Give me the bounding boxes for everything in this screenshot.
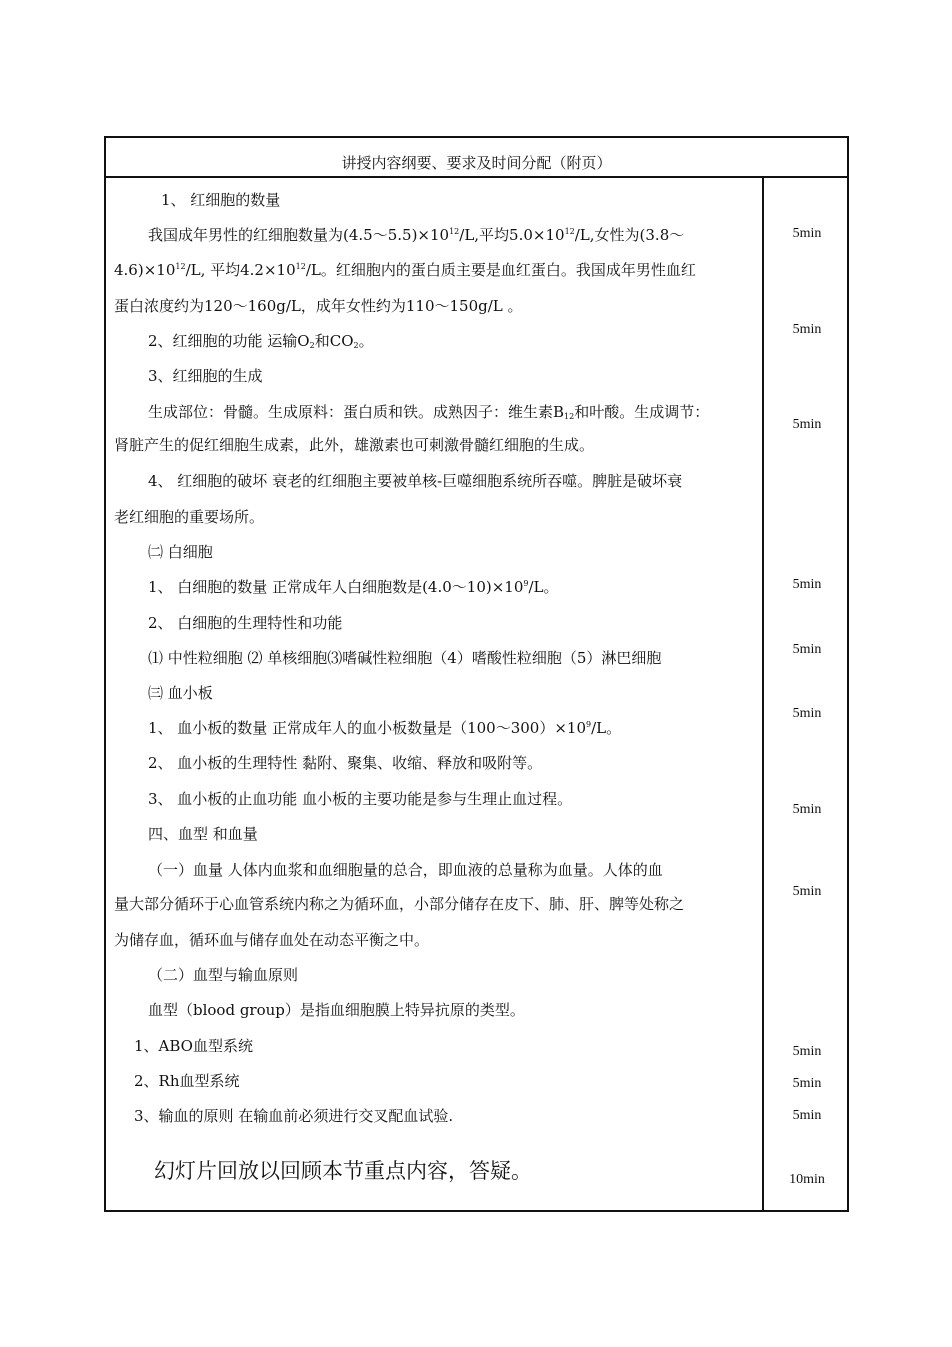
- time-allocation: 5min: [792, 642, 822, 657]
- content-line: 蛋白浓度约为120～160g/L，成年女性约为110～150g/L 。: [114, 297, 523, 315]
- content-line: 1、ABO血型系统: [134, 1037, 253, 1055]
- content-line: 2、红细胞的功能 运输$O_2$和$CO_2$。: [148, 332, 374, 350]
- content-line: （一）血量 人体内血浆和血细胞量的总合，即血液的总量称为血量。人体的血: [148, 861, 663, 879]
- content-line: 肾脏产生的促红细胞生成素，此外，雄激素也可刺激骨髓红细胞的生成。: [114, 436, 595, 454]
- content-line: 1、 红细胞的数量: [161, 191, 281, 209]
- lecture-outline-table: [104, 136, 849, 1212]
- time-allocation: 5min: [792, 577, 822, 592]
- time-allocation: 5min: [792, 706, 822, 721]
- content-line: 3、 血小板的止血功能 血小板的主要功能是参与生理止血过程。: [148, 790, 573, 808]
- content-line: 血型（blood group）是指血细胞膜上特异抗原的类型。: [148, 1001, 525, 1019]
- content-line: 1、 白细胞的数量 正常成年人白细胞数是$(4.0\sim 10)\times 10^9/L$。: [148, 578, 559, 596]
- content-line: 生成部位：骨髓。生成原料：蛋白质和铁。成熟因子：维生素$B_{12}$和叶酸。生成调节：: [148, 403, 710, 421]
- time-allocation: 5min: [792, 1108, 822, 1123]
- content-line: 2、 白细胞的生理特性和功能: [148, 614, 343, 632]
- content-line: 3、红细胞的生成: [148, 367, 263, 385]
- time-allocation: 10min: [789, 1172, 825, 1187]
- content-line: 为储存血，循环血与储存血处在动态平衡之中。: [114, 931, 430, 949]
- content-line: 3、输血的原则 在输血前必须进行交叉配血试验.: [134, 1107, 454, 1125]
- time-allocation: 5min: [792, 1044, 822, 1059]
- time-allocation: 5min: [792, 226, 822, 241]
- content-line: 我国成年男性的红细胞数量为$(4.5\sim 5.5)\times 10^{12}/L$,平均$5.0\times 10^{12}/L$,女性为(3.8～: [148, 226, 685, 244]
- content-line: 量大部分循环于心血管系统内称之为循环血，小部分储存在皮下、肺、肝、脾等处称之: [114, 895, 685, 913]
- column-divider: [762, 178, 764, 1210]
- content-line: $4.6)\times 10^{12}/L$, 平均$4.2\times 10^{12}/L$。红细胞内的蛋白质主要是血红蛋白。我国成年男性血红: [114, 261, 696, 279]
- content-line: 老红细胞的重要场所。: [114, 508, 265, 526]
- time-allocation: 5min: [792, 884, 822, 899]
- time-allocation: 5min: [792, 1076, 822, 1091]
- content-line: 4、 红细胞的破坏 衰老的红细胞主要被单核-巨噬细胞系统所吞噬。脾脏是破坏衰: [148, 472, 683, 490]
- time-allocation: 5min: [792, 322, 822, 337]
- table-header: 讲授内容纲要、要求及时间分配（附页）: [106, 138, 847, 178]
- content-line: ⑴ 中性粒细胞 ⑵ 单核细胞⑶嗜碱性粒细胞（4）嗜酸性粒细胞（5）淋巴细胞: [148, 649, 662, 667]
- time-allocation: 5min: [792, 417, 822, 432]
- content-line: ㈡ 白细胞: [148, 543, 213, 561]
- content-line: 1、 血小板的数量 正常成年人的血小板数量是$(100\sim 300)\times 10^9/L$。: [148, 719, 622, 737]
- time-allocation: 5min: [792, 802, 822, 817]
- content-line: 2、 血小板的生理特性 黏附、聚集、收缩、释放和吸附等。: [148, 754, 543, 772]
- content-line: 幻灯片回放以回顾本节重点内容，答疑。: [154, 1159, 532, 1183]
- content-line: 2、Rh血型系统: [134, 1072, 240, 1090]
- content-line: 四、血型 和血量: [148, 825, 258, 843]
- content-line: ㈢ 血小板: [148, 684, 213, 702]
- content-line: （二）血型与输血原则: [148, 966, 299, 984]
